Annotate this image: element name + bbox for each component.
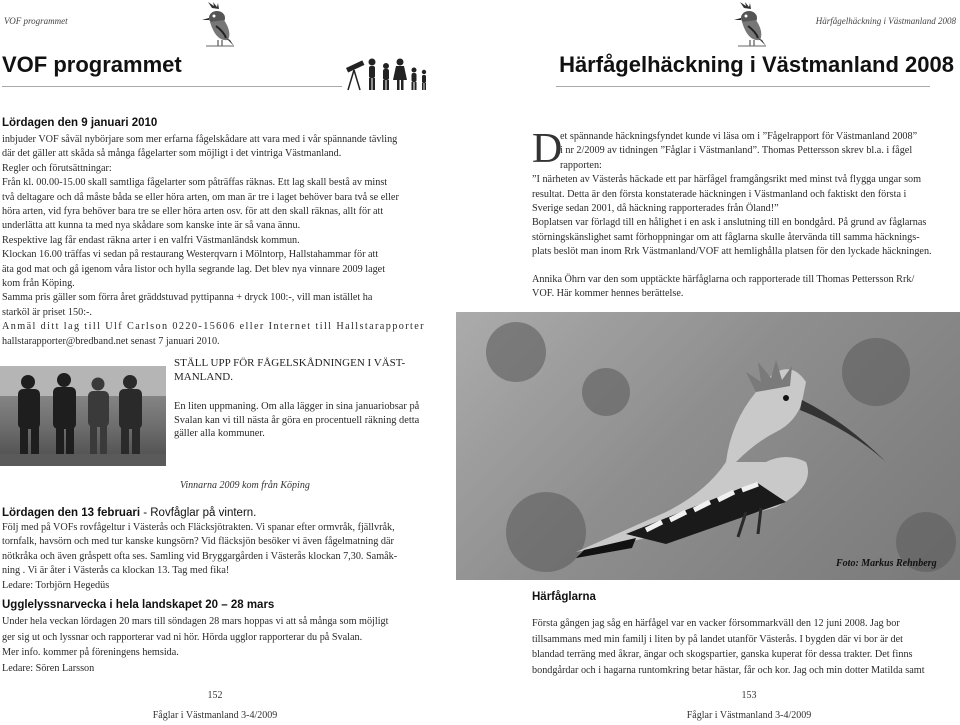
- annika-paragraph: Annika Öhrn var den som upptäckte härfåglarna och rapporterade till Thomas Pettersson Rrk/ VOF. Här kommer hennes berättelse.: [532, 274, 915, 300]
- signup-email: hallstarapporter@bredband.net senast 7 januari 2010.: [2, 335, 220, 347]
- intro-paragraph: D et spännande häckningsfyndet kunde vi läsa om i ”Fågelrapport för Västmanland 2008” i nr 2/2009 av tidningen ”Fåglar i Västmanland”. Thomas Pettersson skrev bl.a. i fågel rapporten: ”I närheten av Västerås häckade ett par härfågel framgångsrikt med minst två flygga ungar som resultat. Detta är den första konstaterade häckningen i Västmanland och faktiskt den första i Sverige sedan 2001, då häckning rapporterades från Öland!” Boplatsen var förlagd till en hålighet i en ask i anslutning till en bondgård. På grund av fåglarnas störningskänslighet samt förhoppningar om att fåglarna skulle återvända till samma häcknings- plats beslöt man inom Rrk Västmanland/VOF att hemlighålla platsen för den lyckade häckningen.: [532, 126, 932, 258]
- crest-bird-icon: [730, 2, 770, 48]
- dropcap: D: [532, 126, 563, 172]
- page-title-right: Härfågelhäckning i Västmanland 2008: [559, 52, 954, 77]
- footer-left: Fåglar i Västmanland 3-4/2009: [152, 710, 278, 721]
- feb-event-heading: Lördagen den 13 februari - Rovfåglar på vintern.: [2, 507, 257, 519]
- owl-week-heading: Ugglelyssnarvecka i hela landskapet 20 – 28 mars: [2, 599, 275, 611]
- section-heading-harfaglarna: Härfåglarna: [532, 591, 596, 603]
- signup-text: Anmäl ditt lag till Ulf Carlson 0220-15606 eller Internet till Hallstarapporter: [2, 321, 425, 333]
- harfaglarna-body: Första gången jag såg en härfågel var en vacker försommarkväll den 12 juni 2008. Jag bor tillsammans med min familj i liten by på landet utanför Västerås. I bygden där vi bor är det blandad terräng med åkrar, ängar och skogspartier, ganska kuperat för dessa trakter. Det finns bondgårdar och i hagarna runtomkring betar hästar, får och kor. Jag och min dotter Matilda samt: [532, 618, 925, 676]
- feb-event-body: Följ med på VOFs rovfågeltur i Västerås och Fläcksjötrakten. Vi spanar efter ormvråk, fjällvråk, tornfalk, havsörn och med tur kanske kungsörn? Vid fläcksjön besöker vi även fågelmatning där nötkråka och även gråspett ofta ses. Samling vid Bryggargården i Västerås klockan 7,30. Samåk- ning . Vi är åter i Västerås ca klockan 13. Tag med fika! Ledare: Torbjörn Hegedüs: [2, 522, 398, 591]
- crest-bird-icon: [198, 2, 238, 48]
- jan-event-body: inbjuder VOF såväl nybörjare som mer erfarna fågelskådare att vara med i vår spännande tävling där det gäller att skåda så många fågelarter som möjligt i det vintriga Västmanland. Regler och förutsättningar: Från kl. 00.00-15.00 skall samtliga fågelarter som påträffas räknas. Ett lag skall bestå av minst två deltagare och då måste båda se eller höra arten, om man är tre i laget behöver bara två se eller höra arten, vid fyra behöver bara tre se eller höra arten osv. för att den skall räknas, allt för att underlätta att kunna ta med nya skådare som kanske inte är så vana ännu. Respektive lag får endast räkna arter i en valfri Västmanländsk kommun. Klockan 16.00 träffas vi sedan på restaurang Westerqvarn i Mölntorp, Hallstahammar för att äta god mat och gå igenom våra listor och hylla segrande lag. Det blev nya vinnare 2009 laget kom från Köping. Samma pris gäller som förra året gräddstuvad pyttipanna + dryck 100:-, vill man istället ha starköl är priset 150:-. Anmäl ditt lag till Ulf Carlson 0220-15606 eller Internet till Hallstarapporter hallstarapporter@bredband.net senast 7 januari 2010.: [2, 133, 430, 349]
- page-title-left: VOF programmet: [2, 52, 182, 77]
- winners-photo: [0, 366, 166, 466]
- photo-caption: Vinnarna 2009 kom från Köping: [180, 480, 310, 491]
- footer-right: Fåglar i Västmanland 3-4/2009: [686, 710, 812, 721]
- page-number-left: 152: [207, 690, 223, 701]
- photo-credit: Foto: Markus Rehnberg: [836, 558, 937, 569]
- callout-body: En liten uppmaning. Om alla lägger in sina januariobsar på Svalan kan vi till nästa år göra en procentuell räkning detta gäller alla kommuner.: [174, 401, 420, 440]
- running-head-left: VOF programmet: [4, 16, 68, 26]
- hoopoe-photo: [456, 312, 960, 580]
- page-number-right: 153: [741, 690, 757, 701]
- jan-event-heading: Lördagen den 9 januari 2010: [2, 117, 158, 129]
- running-head-right: Härfågelhäckning i Västmanland 2008: [815, 16, 956, 26]
- telescope-family-icon: [344, 54, 430, 92]
- callout-heading: STÄLL UPP FÖR FÅGELSKÅDNINGEN I VÄST-MANLAND.: [174, 357, 406, 383]
- owl-week-body: Under hela veckan lördagen 20 mars till söndagen 28 mars hoppas vi att så många som möjligt ger sig ut och lyssnar och rapporterar vad ni hör. Hörda ugglor rapporterar du på Svalan. Mer info. kommer på föreningens hemsida. Ledare: Sören Larsson: [2, 616, 389, 674]
